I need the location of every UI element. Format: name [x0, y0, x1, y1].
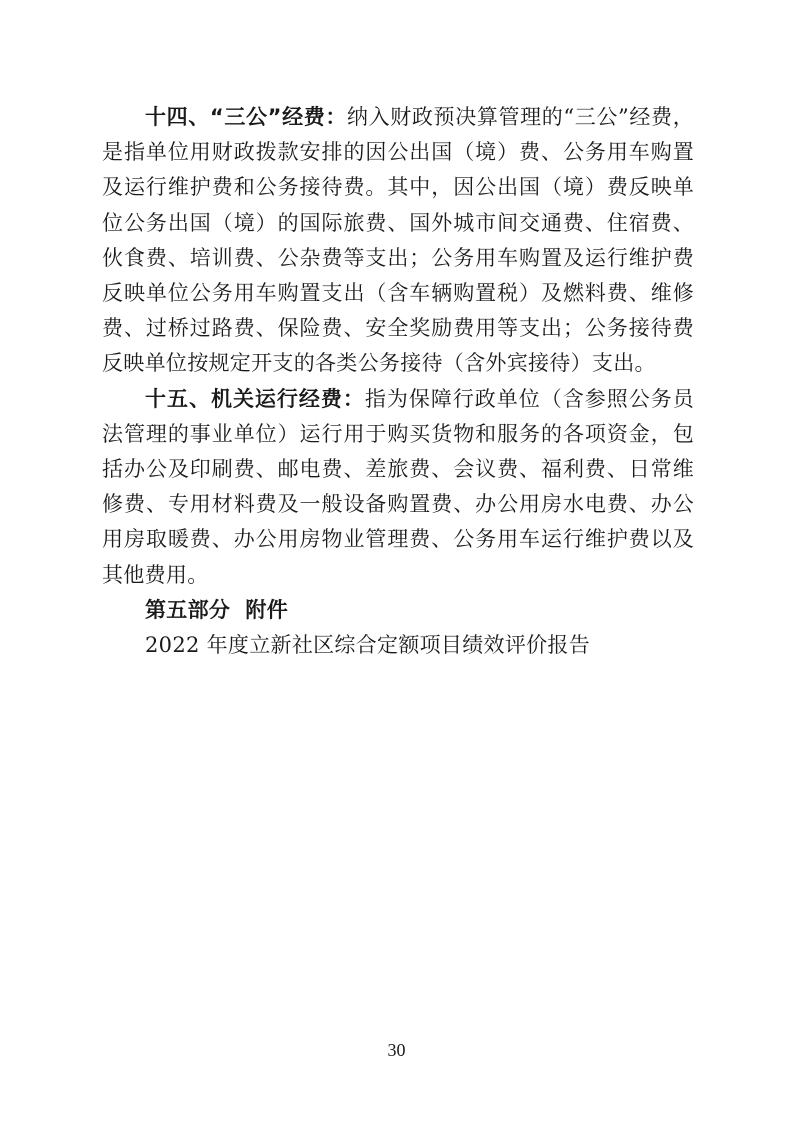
paragraph-operating-expenses [102, 382, 694, 593]
paragraph-heading: 十四、“三公”经费： [145, 105, 347, 129]
paragraph-body: 纳入财政预决算管理的“三公”经费，是指单位用财政拨款安排的因公出国（境）费、公务用车购置及运行维护费和公务接待费。其中，因公出国（境）费反映单位公务出国（境）的国际旅费、国外城市间交通费、住宿费、伙食费、培训费、公杂费等支出；公务用车购置及运行维护费反映单位公务用车购置支出（含车辆购置税）及燃料费、维修费、过桥过路费、保险费、安全奖励费用等支出；公务接待费反映单位按规定开支的各类公务接待（含外宾接待）支出。 [102, 105, 694, 376]
document-page [102, 100, 694, 663]
page-number: 30 [387, 1040, 406, 1060]
paragraph-san-gong [102, 100, 694, 382]
paragraph-body: 指为保障行政单位（含参照公务员法管理的事业单位）运行用于购买货物和服务的各项资金，包括办公及印刷费、邮电费、差旅费、会议费、福利费、日常维修费、专用材料费及一般设备购置费、办公用房水电费、办公用房取暖费、办公用房物业管理费、公务用车运行维护费以及其他费用。 [102, 386, 694, 587]
paragraph-heading: 十五、机关运行经费： [145, 386, 365, 411]
attachment-item: 2022 年度立新社区综合定额项目绩效评价报告 [145, 633, 591, 658]
section-title: 第五部分 附件 [145, 597, 289, 622]
